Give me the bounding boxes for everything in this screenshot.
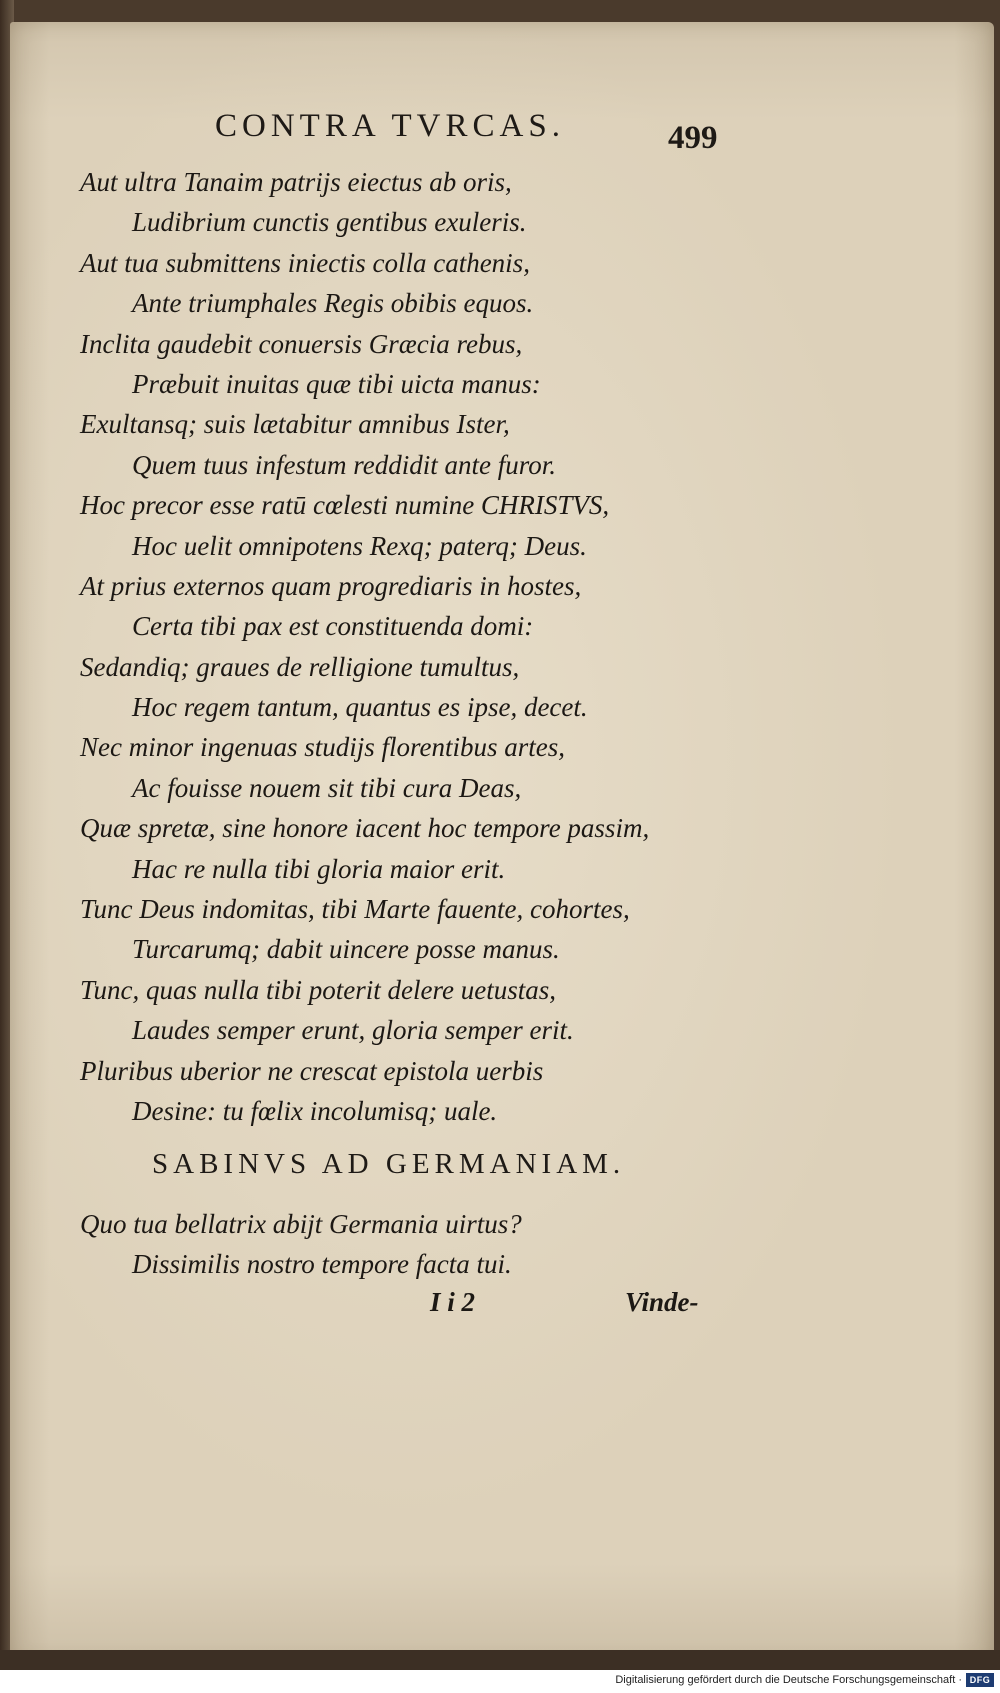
second-poem-verses [80, 1204, 780, 1285]
poem-verses [80, 162, 780, 1131]
verse-line: At prius externos quam progrediaris in hostes, [80, 570, 582, 601]
verse-line: Quo tua bellatrix abijt Germania uirtus? [80, 1209, 522, 1239]
verse-line: Quæ spretæ, sine honore iacent hoc tempore passim, [80, 813, 650, 844]
page-number: 499 [668, 120, 718, 156]
verse-line: Hac re nulla tibi gloria maior erit. [132, 853, 506, 884]
section-heading: SABINVS AD GERMANIAM. [152, 1148, 626, 1180]
verse-line: Aut ultra Tanaim patrijs eiectus ab oris, [80, 167, 512, 197]
verse-line: Exultansq; suis lætabitur amnibus Ister, [80, 409, 510, 440]
dfg-logo-icon: DFG [966, 1673, 994, 1687]
page-bottom-edge [0, 1650, 1000, 1670]
verse-line: Certa tibi pax est constituenda domi: [132, 611, 534, 642]
verse-line: Quem tuus infestum reddidit ante furor. [132, 449, 556, 480]
verse-line: Ac fouisse nouem sit tibi cura Deas, [132, 772, 522, 803]
verse-line: Hoc regem tantum, quantus es ipse, decet. [132, 692, 588, 723]
verse-line: Dissimilis nostro tempore facta tui. [132, 1249, 512, 1280]
signature-mark: I i 2 [430, 1287, 476, 1317]
verse-line: Laudes semper erunt, gloria semper erit. [132, 1015, 574, 1046]
running-head: CONTRA TVRCAS. [215, 108, 565, 144]
verse-line: Tunc, quas nulla tibi poterit delere uetustas, [80, 974, 556, 1005]
verse-line: Pluribus uberior ne crescat epistola uerbis [80, 1055, 544, 1086]
verse-line: Tunc Deus indomitas, tibi Marte fauente, cohortes, [80, 894, 630, 925]
verse-line: Turcarumq; dabit uincere posse manus. [132, 934, 560, 965]
verse-line: Ludibrium cunctis gentibus exuleris. [132, 207, 527, 238]
verse-line: Hoc uelit omnipotens Rexq; paterq; Deus. [132, 530, 587, 561]
digitization-footer [0, 1670, 1000, 1693]
verse-line: Ante triumphales Regis obibis equos. [132, 288, 534, 319]
verse-line: Hoc precor esse ratū cœlesti numine CHRISTVS, [80, 490, 610, 521]
verse-line: Aut tua submittens iniectis colla cathenis, [80, 247, 530, 278]
digitization-credit: Digitalisierung gefördert durch die Deutsche Forschungsgemeinschaft · [615, 1674, 962, 1686]
verse-line: Præbuit inuitas quæ tibi uicta manus: [132, 368, 541, 399]
verse-line: Sedandiq; graues de relligione tumultus, [80, 651, 520, 682]
verse-line: Nec minor ingenuas studijs florentibus artes, [80, 732, 565, 763]
catchword: Vinde- [625, 1287, 699, 1317]
verse-line: Inclita gaudebit conuersis Græcia rebus, [80, 328, 523, 359]
verse-line: Desine: tu fœlix incolumisq; uale. [132, 1095, 498, 1126]
